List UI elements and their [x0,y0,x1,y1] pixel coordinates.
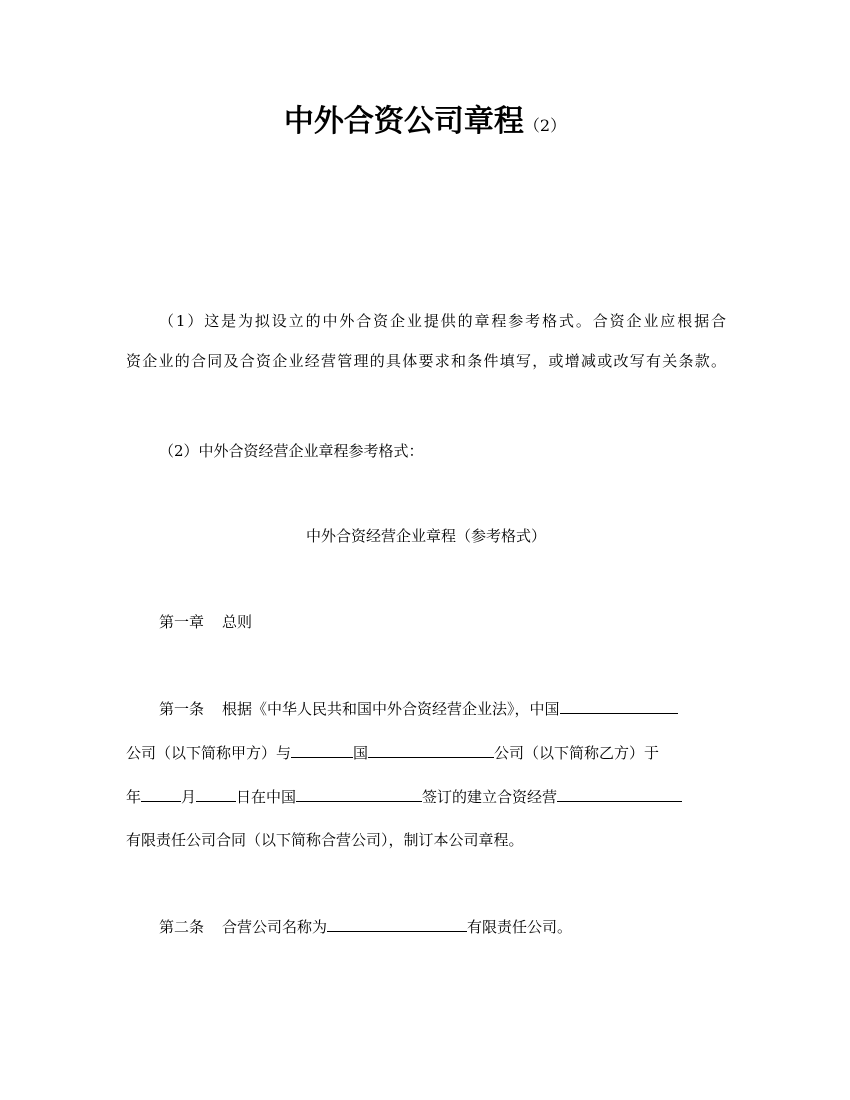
blank-chinese-company[interactable] [560,696,678,714]
title-main: 中外合资公司章程 [283,104,524,139]
article-1-text-b: 公司（以下简称甲方）与 [126,744,292,762]
blank-company-name[interactable] [327,914,467,932]
note-1-line-1: （1）这是为拟设立的中外合资企业提供的章程参考格式。合资企业应根据合 [159,312,726,330]
chapter-number: 第一章 [159,613,205,631]
article-1-text-f: 月 [181,788,197,806]
blank-venture-name[interactable] [557,784,682,802]
article-1-line-4: 有限责任公司合同（以下简称合营公司），制订本公司章程。 [126,831,524,849]
chapter-name: 总则 [222,613,253,631]
subtitle: 中外合资经营企业章程（参考格式） [305,527,546,545]
article-1-text-h: 签订的建立合资经营 [422,788,558,806]
document-title [0,100,850,148]
article-2-label: 第二条 [159,918,205,936]
note-2: （2）中外合资经营企业章程参考格式： [159,442,424,460]
blank-year[interactable] [141,784,181,802]
article-2-text-b: 有限责任公司。 [467,918,573,936]
article-2-line-1 [126,914,726,939]
blank-country[interactable] [291,740,353,758]
blank-month[interactable] [196,784,236,802]
title-number: （2） [523,116,567,135]
note-1-line-2: 资企业的合同及合资企业经营管理的具体要求和条件填写，或增减或改写有关条款。 [126,352,726,370]
article-1-text-d: 公司（以下简称乙方）于 [494,744,660,762]
article-2-text-a: 合营公司名称为 [222,918,328,936]
article-1-label: 第一条 [159,700,205,718]
chapter-1-heading [126,610,726,634]
blank-signing-place[interactable] [296,784,422,802]
article-1-text-e: 年 [126,788,142,806]
article-1-line-2 [126,740,726,765]
article-1-line-1 [126,696,726,721]
blank-foreign-company[interactable] [368,740,494,758]
article-1-text-g: 日在中国 [236,788,297,806]
article-1-text-a: 根据《中华人民共和国中外合资经营企业法》，中国 [222,700,560,718]
article-1-text-c: 国 [353,744,369,762]
article-1-line-3 [126,784,726,809]
